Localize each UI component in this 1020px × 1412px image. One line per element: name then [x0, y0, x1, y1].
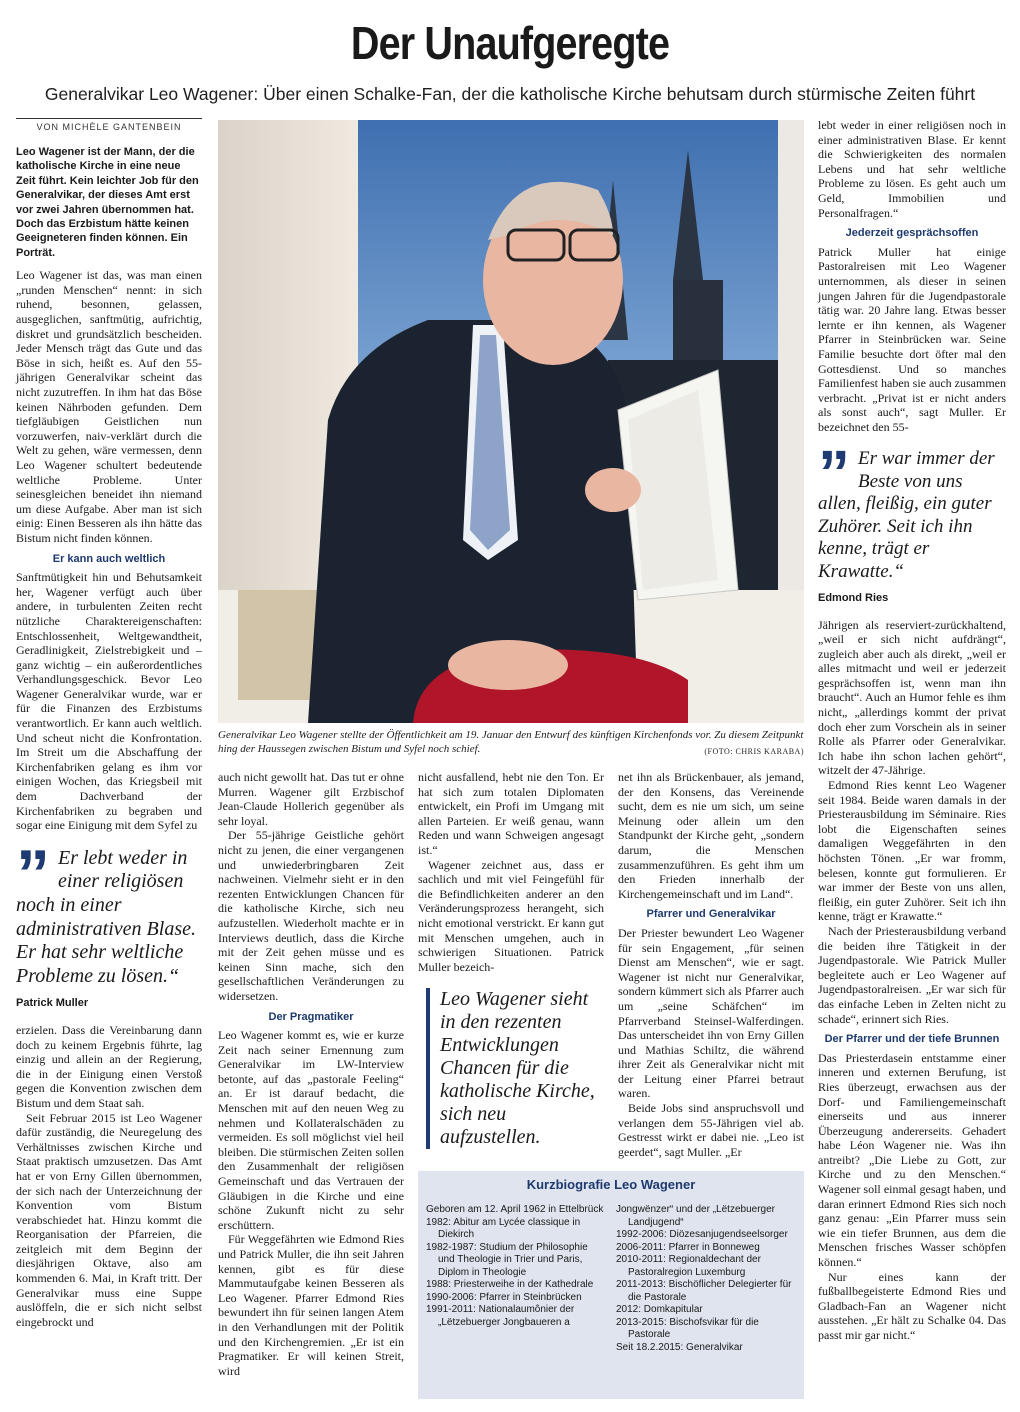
subhead-pfarrer-generalvikar: Pfarrer und Generalvikar	[646, 908, 776, 921]
bio-entry: 1990-2006: Pfarrer in Steinbrücken	[426, 1291, 582, 1303]
paragraph: nicht ausfallend, hebt nie den Ton. Er hat sich zum totalen Diplomaten entwickelt, ein Profi im Umgang mit allen Parteien. Er weiß genau, wann Reden und wann Schweigen angesagt ist.“	[418, 770, 604, 857]
paragraph: auch nicht gewollt hat. Das tut er ohne Murren. Wagener gilt Erzbischof Jean-Claude Hollerich gegenüber als sehr loyal.	[218, 770, 404, 828]
column-3	[418, 770, 604, 974]
subhead-weltlich: Er kann auch weltlich	[52, 552, 166, 565]
paragraph: Wagener zeichnet aus, dass er sachlich und mit viel Feingefühl für die Befindlichkeiten anderer an den Veränderungsprozess herangeht, sich nicht emotional verstrickt. Er kann gut mit Menschen umgehen, auch in schwierigen Situationen. Patrick Muller bezeich-	[418, 857, 604, 974]
paragraph: Sanftmütigkeit hin und Behutsamkeit her, Wagener verfügt auch über andere, in turbulenten Zeiten recht nützliche Charaktereigenschaften: Entschlossenheit, Weltgewandtheit, Geradlinigkeit, Zielstrebigkeit und – ganz wichtig – ein außerordentliches Verhandlungsgeschick. Bevor Leo Wagener Generalvikar wurde, war er für die Finanzen des Erzbistums verantwortlich. Er kann auch weltlich. Und scheut nicht die Konfrontation. Im Streit um die Abschaffung der Kirchenfabriken gelang es ihm vor einigen Wochen, das Kriegsbeil mit dem Dachverband der Kirchenfabriken zu begraben und sogar eine Einigung mit dem Syfel zu	[16, 570, 202, 833]
quote-author: Patrick Muller	[16, 997, 89, 1010]
paragraph: net ihn als Brückenbauer, als jemand, der den Konsens, das Vereinende sucht, dem es nie um sich, um seine Meinung oder allein um den Standpunkt der Kirche geht, „sondern darum, die Menschen zusammenzuführen. Es geht ihm um den Frieden innerhalb der Kirchengemeinschaft und im Land“.	[618, 770, 804, 901]
subhead-brunnen: Der Pfarrer und der tiefe Brunnen	[824, 1033, 1000, 1046]
paragraph: Das Priesterdasein entstamme einer inneren und externen Berufung, ist Ries überzeugt, erwachsen aus der Dorf- und Familiengemeinschaft einerseits und aus innerer Überzeugung andererseits. Gehadert habe Léon Wagener nie. Was ihn antreibt? „Die Liebe zu Gott, zur Kirche und zu den Menschen.“ Wagener soll einmal gesagt haben, und daran erinnert Edmond Ries sich noch ganz genau: „Ein Pfarrer muss sein wie ein tiefer Brunnen, aus dem die Menschen frisches Wasser schöpfen können.“	[818, 1050, 1006, 1270]
byline: VON MICHÈLE GANTENBEIN	[16, 118, 202, 132]
bio-entry: Jongwënzer“ und der „Lëtzebuerger Landjugend“	[616, 1204, 775, 1228]
subhead-pragmatiker: Der Pragmatiker	[268, 1010, 354, 1023]
paragraph: erzielen. Dass die Vereinbarung dann doch zu keinem Ergebnis führte, lag einzig und allein an der Regierung, die in der Einigung einen Verstoß gegen die Konvention zwischen dem Bistum und dem Staat sah.	[16, 1022, 202, 1110]
paragraph: Seit Februar 2015 ist Leo Wagener dafür zuständig, die Neuregelung des Verhältnisses zwischen Kirche und Staat praktisch umzusetzen. Das Amt hat er von Erny Gillen übernommen, der sich nach der Unterzeichnung der Konvention vom Bistum verabschiedet hat. Hinzu kommt die Reorganisation der Pfarreien, die zeitgleich mit dem Beginn der diesjährigen Oktave, also am kommenden 6. Mai, in Kraft tritt. Der Generalvikar muss eine Suppe auslöffeln, die er sich nicht selbst eingebrockt und	[16, 1110, 202, 1329]
bio-entry: 2006-2011: Pfarrer in Bonneweg	[616, 1241, 760, 1253]
paragraph: Der Priester bewundert Leo Wagener für sein Engagement, „für seinen Dienst am Menschen“, wie er sagt. Wagener ist nicht nur Generalvikar, sondern kümmert sich als Pfarrer auch um „seine Schäfchen“ im Pfarrverband Steinsel-Walferdingen. Das unterscheidet ihn von Erny Gillen und Mathias Schiltz, die während ihrer Zeit als Generalvikar nicht mit der Leitung einer Pfarrei betraut waren.	[618, 925, 804, 1101]
paragraph: Leo Wagener kommt es, wie er kurze Zeit nach seiner Ernennung zum Generalvikar im LW-Interview betonte, auf das „pastorale Feeling“ an. Er ist darauf bedacht, die Menschen mit auf den neuen Weg zu nehmen und Kollateralschäden zu vermeiden. Es soll möglichst viel heil bleiben. Die stürmischen Zeiten sollen den Zusammenhalt der religiösen Gemeinschaft und das Vertrauen der Gläubigen in die Kirche und eine schöne Zukunft nicht zu sehr erschüttern.	[218, 1028, 404, 1232]
bio-entry: 1992-2006: Diözesanjugendseelsorger	[616, 1229, 788, 1240]
column-5	[818, 118, 1006, 1343]
paragraph: Für Weggefährten wie Edmond Ries und Patrick Muller, die ihn seit Jahren kennen, gibt es für diese Mammutaufgabe keinen Besseren als Leo Wagener. Pfarrer Edmond Ries bewundert ihn für seinen langen Atem in den Verhandlungen mit der Politik und den Kirchengremien. „Er ist ein Pragmatiker. Er will keinen Streit, wird	[218, 1232, 404, 1378]
quote-author: Edmond Ries	[818, 591, 889, 604]
paragraph: Jährigen als reserviert-zurückhaltend, „weil er sich nicht aufdrängt“, zugleich aber auch als direkt, „weil er alles mitmacht und weil er jederzeit gesprächsoffen ist, wenn man ihn braucht“. Auch an Humor fehle es ihm nicht„ „allerdings kommt der privat doch eher zum Vorschein als in seiner Rolle als Pfarrer oder Generalvikar. Ich habe ihn schon lachen gehört“, witzelt der 47-Jährige.	[818, 617, 1006, 778]
paragraph: Nach der Priesterausbildung verband die beiden ihre Tätigkeit in der Jugendpastorale. Wie Patrick Muller begleitete auch er Leo Wagener auf Jugendpastoralreisen. „Er war sich für das einfache Leben in Zelten nicht zu schade“, erinnert sich Ries.	[818, 923, 1006, 1026]
pull-quote-ries: ” Er war immer der Beste von uns allen, fleißig, ein guter Zuhörer. Seit ich ihn kenne, trägt er Krawatte.“	[818, 437, 995, 582]
quote-mark-icon: ”	[818, 437, 850, 510]
bio-entry: Geboren am 12. April 1962 in Ettelbrück	[426, 1204, 604, 1215]
headline: Der Unaufgeregte	[350, 17, 670, 69]
pull-quote-muller: ” Er lebt weder in einer religiösen noch in einer administrativen Blase. Er hat sehr weltliche Probleme zu lösen.“	[16, 835, 196, 987]
photo-credit: (FOTO: CHRIS KARABA)	[704, 747, 804, 756]
bio-entry: 2013-2015: Bischofsvikar für die Pastorale	[616, 1316, 759, 1340]
bio-entry: 1988: Priesterweihe in der Kathedrale	[426, 1279, 594, 1290]
paragraph: Patrick Muller hat einige Pastoralreisen mit Leo Wagener unternommen, als dieser in seinen jungen Jahren für die Jugendpastorale tätig war. 20 Jahre lang. Etwas besser lernte er ihn kennen, als Wagener Pfarrer in Steinbrücken war. Seine Familie besuchte dort öfter mal den Gottesdienst. Und so manches Familienfest haben sie auch zusammen verbracht. „Privat ist er nicht anders als sonst auch“, sagt Muller. Er bezeichnet den 55-	[818, 244, 1006, 434]
quote-mark-icon: ”	[16, 835, 50, 912]
subheadline: Generalvikar Leo Wagener: Über einen Schalke-Fan, der die katholische Kirche behutsam durch stürmische Zeiten führt	[44, 84, 976, 104]
column-4	[618, 770, 804, 1159]
paragraph: lebt weder in einer religiösen noch in einer administrativen Blase. Er kennt die Schwierigkeiten des normalen Lebens und hat sehr weltliche Probleme zu lösen. Es geht auch um Geld, Immobilien und Personalfragen.“	[818, 118, 1006, 220]
bio-entry: 2011-2013: Bischöflicher Delegierter für die Pastorale	[616, 1279, 792, 1303]
paragraph: Beide Jobs sind anspruchsvoll und verlangen dem 55-Jährigen viel ab. Gestresst wirkt er dabei nie. „Leo ist geerdet“, sagt Muller. „Er	[618, 1101, 804, 1159]
subhead-gespraechsoffen: Jederzeit gesprächsoffen	[845, 227, 979, 240]
bio-title: Kurzbiografie Leo Wagener	[526, 1177, 696, 1192]
paragraph: Edmond Ries kennt Leo Wagener seit 1984. Beide waren damals in der Priesterausbildung im Séminaire. Ries lobt die Eigenschaften seines damaligen Weggefährten in den höchsten Tönen. „Er war fromm, belesen, konnte gut formulieren. Er war immer der Beste von uns allen, fleißig, ein guter Zuhörer. Seit ich ihn kenne, trägt er Krawatte.“	[818, 778, 1006, 924]
photo-leo-wagener	[218, 120, 804, 723]
bio-entry: 1982-1987: Studium der Philosophie und Theologie in Trier und Paris, Diplom in Theologie	[426, 1241, 588, 1278]
paragraph: Nur eines kann der fußballbegeisterte Edmond Ries und Gladbach-Fan an Wagener nicht ausstehen. „Er hält zu Schalke 04. Das passt mir gar nicht.“	[818, 1269, 1006, 1342]
bio-entry: Seit 18.2.2015: Generalvikar	[616, 1341, 743, 1353]
photo-caption: Generalvikar Leo Wagener stellte der Öffentlichkeit am 19. Januar den Entwurf des künftigen Kirchenfonds vor. Zu diesem Zeitpunkt hing der Haussegen zwischen Bistum und Syfel noch schief. (FOTO: CHRIS KARABA)	[218, 728, 804, 759]
paragraph: Leo Wagener ist das, was man einen „runden Menschen“ nennt: in sich ruhend, besonnen, gelassen, ausgeglichen, sanftmütig, aufrichtig, diskret und grundsätzlich bescheiden. Jeder Mensch trägt das Gute und das Böse in sich, heißt es. Auf den 55-jährigen Generalvikar scheint das nicht zuzutreffen. In ihm hat das Böse keinen Nährboden gefunden. Dem tiefgläubigen Geistlichen nun vorzuwerfen, naiv-verklärt durch die Welt zu gehen, wäre vermessen, denn Leo Wagener schultert bedeutende weltliche Probleme. Unter seinesgleichen beneidet ihn niemand um diese Aufgabe. Aber man ist sich einig: Einen Besseren als ihn hätte das Bistum nicht finden können.	[16, 268, 202, 545]
photo-illustration	[218, 120, 804, 723]
lead-paragraph: Leo Wagener ist der Mann, der die katholische Kirche in eine neue Zeit führt. Kein leichter Job für den Generalvikar, der dieses Amt erst vor zwei Jahren übernommen hat. Doch das Erzbistum hätte keinen Geeigneteren finden können. Ein Porträt.	[16, 146, 199, 259]
pull-quote-center: Leo Wagener sieht in den rezenten Entwicklungen Chancen für die katholische Kirche, sich neu aufzustellen.	[426, 988, 606, 1149]
bio-column-right	[616, 1204, 796, 1354]
bio-entry: 1991-2011: Nationalaumônier der „Lëtzebuerger Jongbaueren a	[426, 1304, 575, 1328]
bio-entry: 1982: Abitur am Lycée classique in Diekirch	[426, 1216, 581, 1240]
bio-entry: 2010-2011: Regionaldechant der Pastoralregion Luxemburg	[616, 1254, 761, 1278]
bio-box	[418, 1171, 804, 1399]
bio-column-left	[426, 1204, 606, 1354]
column-2	[218, 770, 404, 1378]
bio-entry: 2012: Domkapitular	[616, 1304, 703, 1315]
paragraph: Der 55-jährige Geistliche gehört nicht zu jenen, die einer vergangenen und unwiederbringbaren Zeit nachweinen. Vielmehr sieht er in den rezenten Entwicklungen Chancen für die katholische Kirche, sich neu aufzustellen. Wiederholt machte er in Interviews deutlich, dass die Kirche mit der Zeit gehen müsse und es keinen Sinn mache, sich den gesellschaftlichen Veränderungen zu widersetzen.	[218, 828, 404, 1003]
column-1	[16, 145, 202, 1329]
